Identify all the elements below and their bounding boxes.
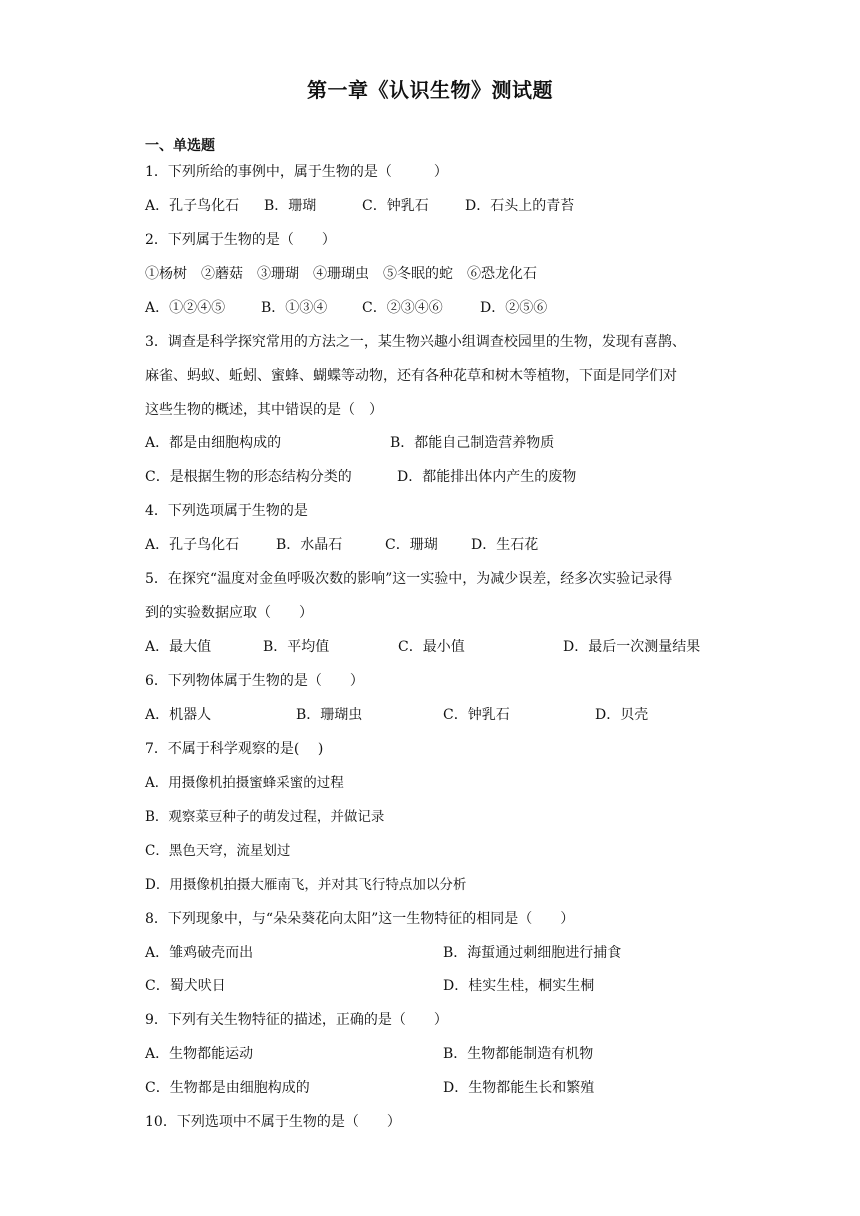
question-3-option-d: D．都能排出体内产生的废物: [397, 469, 577, 485]
question-8-stem: 8．下列现象中，与“朵朵葵花向太阳”这一生物特征的相同是（ ）: [145, 911, 575, 927]
question-1-option-b: B．珊瑚: [264, 198, 317, 214]
question-6-stem: 6．下列物体属于生物的是（ ）: [145, 673, 364, 689]
question-1-option-d: D．石头上的青苔: [465, 198, 575, 214]
question-9-stem: 9．下列有关生物特征的描述，正确的是（ ）: [145, 1012, 448, 1028]
question-4-stem: 4．下列选项属于生物的是: [145, 503, 308, 519]
question-9-option-d: D．生物都能生长和繁殖: [443, 1080, 595, 1096]
question-2-option-b: B．①③④: [261, 300, 328, 316]
question-7-option-c: C．黑色天穹，流星划过: [145, 843, 291, 859]
question-8-option-a: A．雏鸡破壳而出: [145, 945, 254, 961]
question-2-option-c: C．②③④⑥: [362, 300, 443, 316]
question-5-option-c: C．最小值: [398, 639, 465, 655]
question-9-option-b: B．生物都能制造有机物: [443, 1046, 594, 1062]
question-3-stem-line-3: 这些生物的概述，其中错误的是（ ）: [145, 402, 383, 418]
question-7-option-a: A．用摄像机拍摄蜜蜂采蜜的过程: [145, 775, 344, 791]
question-3-option-c: C．是根据生物的形态结构分类的: [145, 469, 352, 485]
question-6-option-c: C．钟乳石: [443, 707, 510, 723]
question-4-option-d: D．生石花: [471, 537, 539, 553]
section-heading: 一、单选题: [145, 138, 215, 154]
question-6-option-a: A．机器人: [145, 707, 212, 723]
question-1-stem: 1．下列所给的事例中，属于生物的是（ ）: [145, 164, 448, 180]
question-10-stem: 10．下列选项中不属于生物的是（ ）: [145, 1114, 401, 1130]
question-3-stem-line-1: 3．调查是科学探究常用的方法之一，某生物兴趣小组调查校园里的生物，发现有喜鹊、: [145, 334, 686, 350]
page-title: 第一章《认识生物》测试题: [307, 78, 553, 102]
question-3-option-b: B．都能自己制造营养物质: [390, 435, 555, 451]
question-4-option-b: B．水晶石: [276, 537, 343, 553]
question-7-option-b: B．观察菜豆种子的萌发过程，并做记录: [145, 809, 385, 825]
question-2-stem: 2．下列属于生物的是（ ）: [145, 232, 336, 248]
question-2-option-a: A．①②④⑤: [145, 300, 226, 316]
question-7-option-d: D．用摄像机拍摄大雁南飞，并对其飞行特点加以分析: [145, 877, 467, 893]
question-5-option-b: B．平均值: [263, 639, 330, 655]
question-9-option-a: A．生物都能运动: [145, 1046, 254, 1062]
question-6-option-d: D．贝壳: [595, 707, 649, 723]
question-5-stem-line-1: 5．在探究“温度对金鱼呼吸次数的影响”这一实验中，为减少误差，经多次实验记录得: [145, 571, 673, 587]
question-8-option-c: C．蜀犬吠日: [145, 978, 226, 994]
question-2-option-d: D．②⑤⑥: [480, 300, 548, 316]
question-1-option-a: A．孔子鸟化石: [145, 198, 240, 214]
question-3-stem-line-2: 麻雀、蚂蚁、蚯蚓、蜜蜂、蝴蝶等动物，还有各种花草和树木等植物，下面是同学们对: [145, 368, 677, 384]
question-2-items: ①杨树 ②蘑菇 ③珊瑚 ④珊瑚虫 ⑤冬眠的蛇 ⑥恐龙化石: [145, 266, 537, 282]
question-4-option-a: A．孔子鸟化石: [145, 537, 240, 553]
question-5-stem-line-2: 到的实验数据应取（ ）: [145, 605, 313, 621]
question-1-option-c: C．钟乳石: [362, 198, 429, 214]
question-4-option-c: C．珊瑚: [385, 537, 438, 553]
question-7-stem: 7．不属于科学观察的是( ): [145, 741, 324, 757]
question-5-option-a: A．最大值: [145, 639, 212, 655]
question-8-option-d: D．桂实生桂，桐实生桐: [443, 978, 595, 994]
question-6-option-b: B．珊瑚虫: [296, 707, 363, 723]
question-8-option-b: B．海蜇通过刺细胞进行捕食: [443, 945, 622, 961]
question-3-option-a: A．都是由细胞构成的: [145, 435, 282, 451]
question-5-option-d: D．最后一次测量结果: [563, 639, 701, 655]
question-9-option-c: C．生物都是由细胞构成的: [145, 1080, 310, 1096]
